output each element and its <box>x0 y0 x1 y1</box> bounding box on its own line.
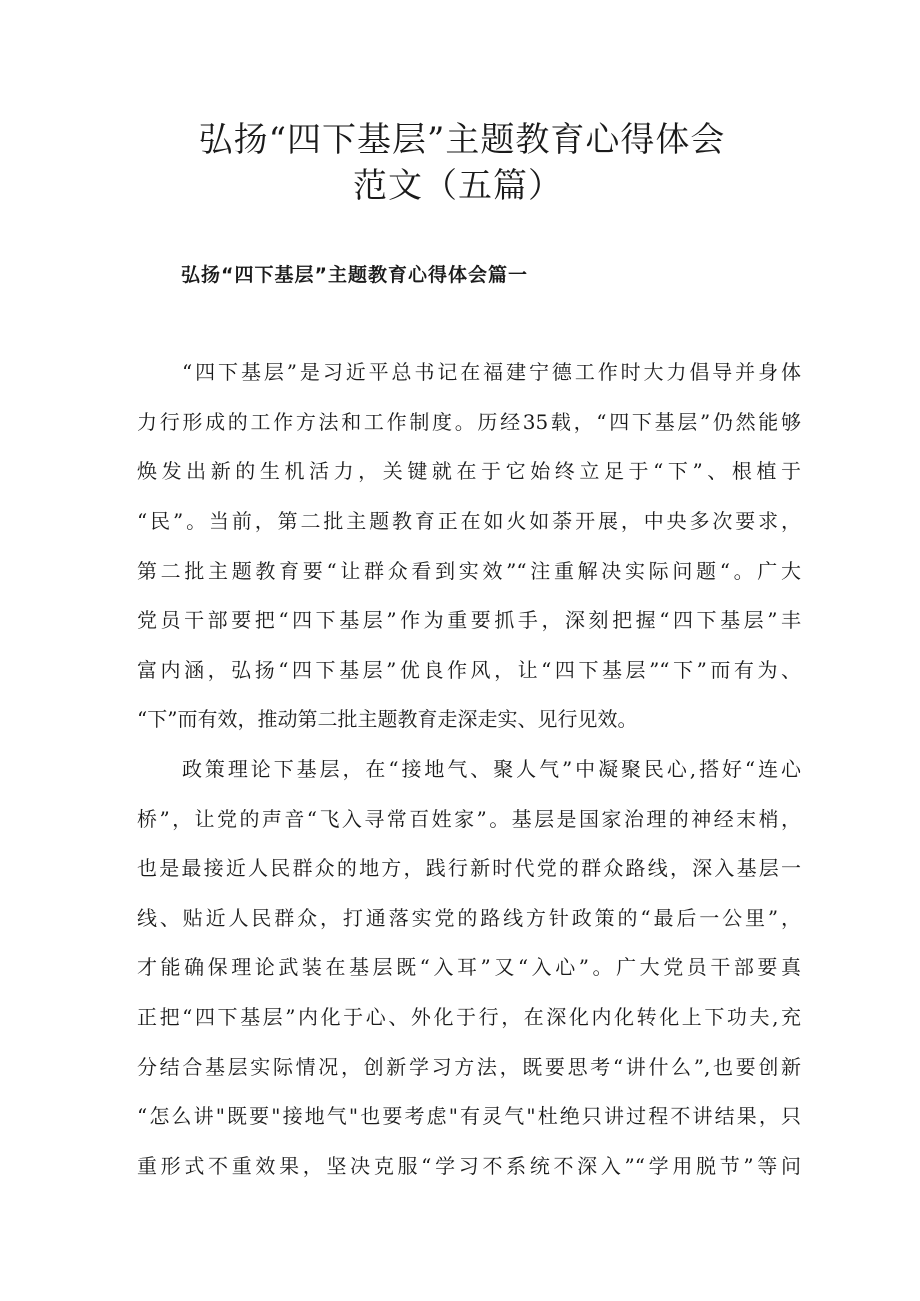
document-title-line-1: 弘扬“四下基层”主题教育心得体会 <box>198 120 726 160</box>
paragraph-line: 富内涵，弘扬“四下基层”优良作风，让“四下基层”“下”而有为、 <box>137 658 801 682</box>
paragraph-line: 第二批主题教育要“让群众看到实效”“注重解决实际问题“。广大 <box>137 559 801 583</box>
paragraph-line: “下”而有效，推动第二批主题教育走深走实、见行见效。 <box>137 707 638 731</box>
paragraph-line: 也是最接近人民群众的地方，践行新时代党的群众路线，深入基层一 <box>137 856 801 880</box>
document-title-line-2: 范文（五篇） <box>353 166 563 206</box>
paragraph-line: “民”。当前，第二批主题教育正在如火如荼开展，中央多次要求， <box>137 509 801 533</box>
paragraph-line: 桥”，让党的声音“飞入寻常百姓家”。基层是国家治理的神经末梢， <box>137 807 801 831</box>
paragraph-line: 分结合基层实际情况，创新学习方法，既要思考“讲什么”,也要创新 <box>137 1055 801 1079</box>
paragraph-line: “四下基层”是习近平总书记在福建宁德工作时大力倡导并身体 <box>182 360 801 384</box>
paragraph-line: 政策理论下基层，在“接地气、聚人气”中凝聚民心,搭好“连心 <box>182 757 801 781</box>
paragraph-line: 重形式不重效果，坚决克服“学习不系统不深入”“学用脱节”等问 <box>137 1154 801 1178</box>
paragraph-line: 党员干部要把“四下基层”作为重要抓手，深刻把握“四下基层”丰 <box>137 608 801 632</box>
paragraph-line: 正把“四下基层”内化于心、外化于行，在深化内化转化上下功夫,充 <box>137 1005 801 1029</box>
paragraph-line: 焕发出新的生机活力，关键就在于它始终立足于“下”、根植于 <box>137 459 801 483</box>
paragraph-line: “怎么讲"既要"接地气"也要考虑"有灵气"杜绝只讲过程不讲结果，只 <box>137 1104 801 1128</box>
paragraph-line: 线、贴近人民群众，打通落实党的路线方针政策的“最后一公里”， <box>137 906 801 930</box>
section-heading: 弘扬“四下基层”主题教育心得体会篇一 <box>181 264 528 286</box>
paragraph-line: 才能确保理论武装在基层既“入耳”又“入心”。广大党员干部要真 <box>137 955 801 979</box>
paragraph-line: 力行形成的工作方法和工作制度。历经35载，“四下基层”仍然能够 <box>137 410 801 434</box>
